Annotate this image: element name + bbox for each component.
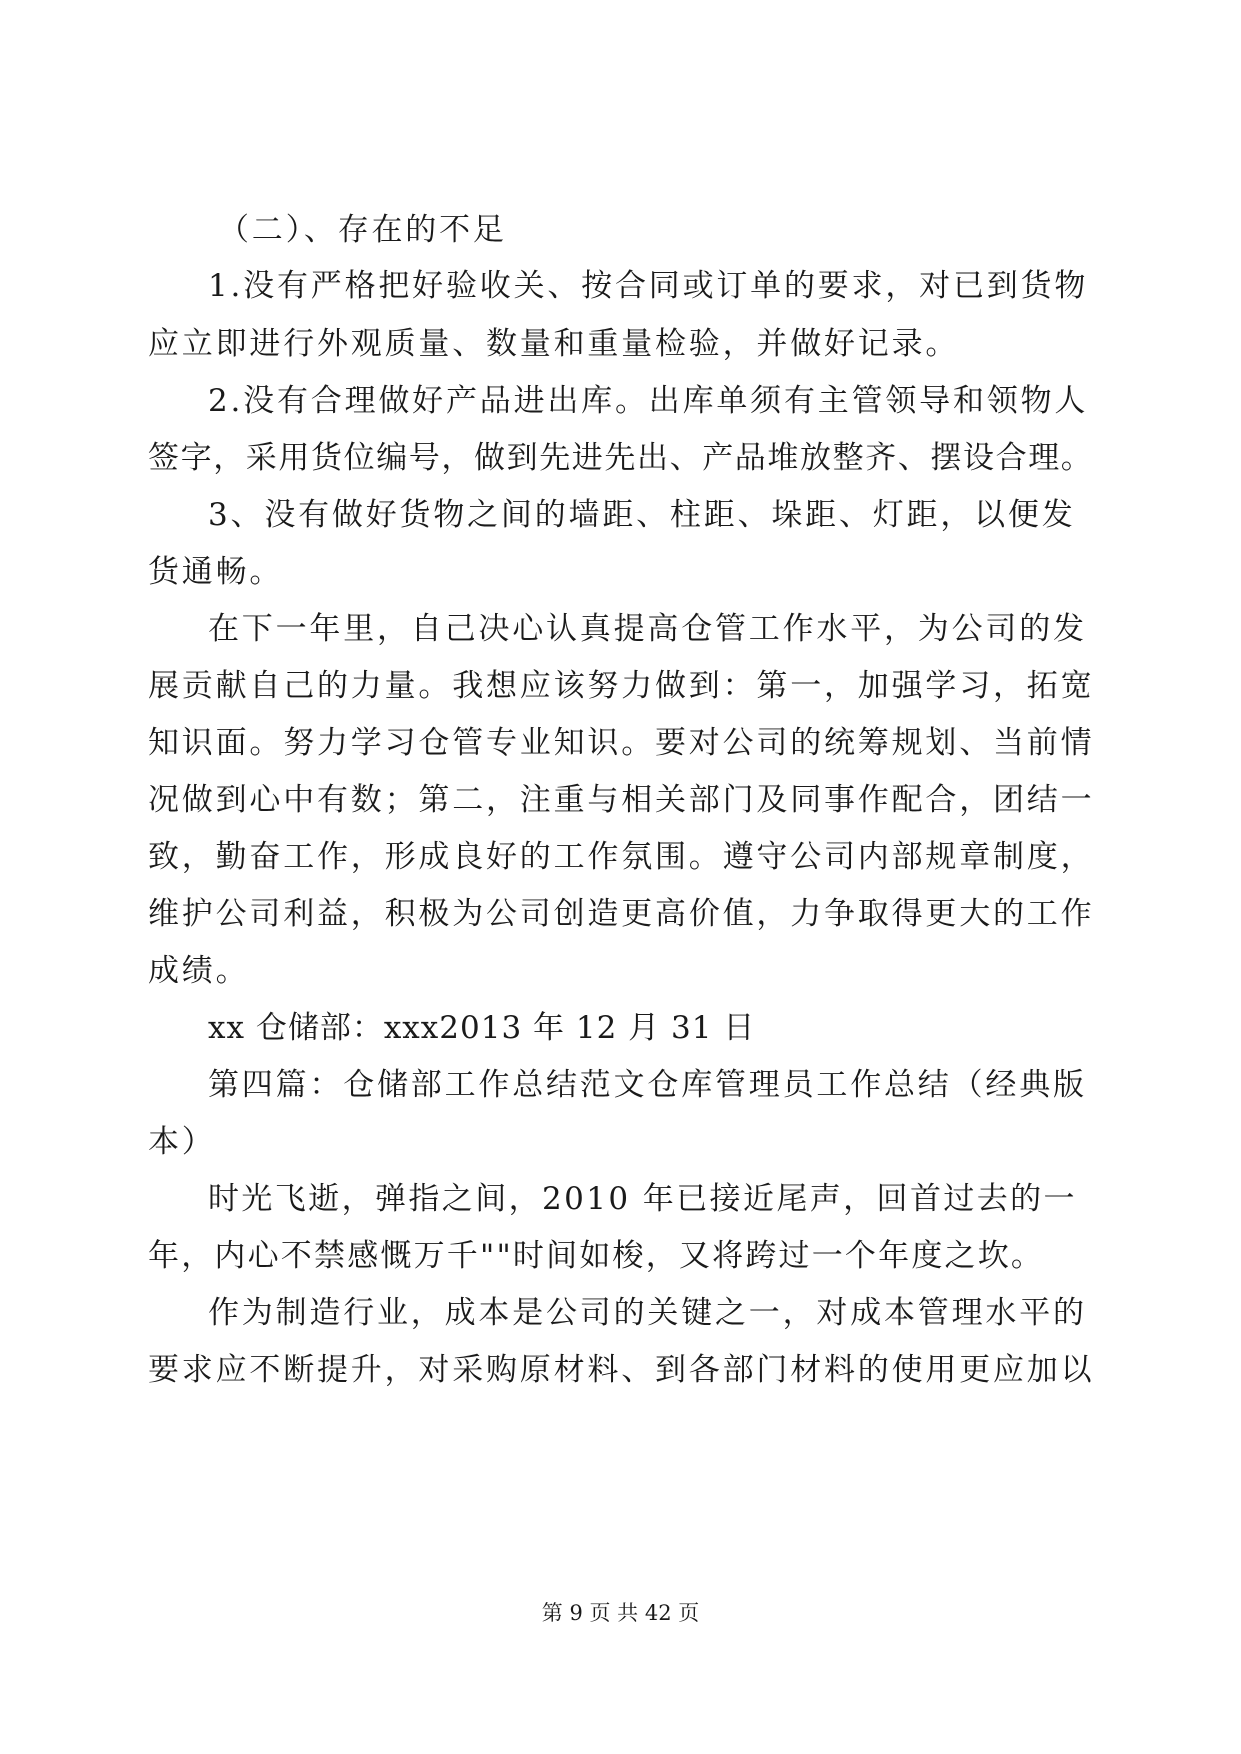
page-number-footer: 第 9 页 共 42 页 <box>541 1601 700 1625</box>
paragraph-line: 应立即进行外观质量、数量和重量检验，并做好记录。 <box>148 326 960 362</box>
paragraph-line: 成绩。 <box>148 953 250 989</box>
signature-line: xx 仓储部：xxx2013 年 12 月 31 日 <box>208 1010 756 1046</box>
section-title-continued: 本） <box>148 1124 216 1160</box>
paragraph-line: 况做到心中有数；第二，注重与相关部门及同事作配合，团结一 <box>148 782 1095 818</box>
paragraph-line: 货通畅。 <box>148 554 284 590</box>
paragraph-line: 展贡献自己的力量。我想应该努力做到：第一，加强学习，拓宽 <box>148 668 1095 704</box>
paragraph-line: 在下一年里，自己决心认真提高仓管工作水平，为公司的发 <box>208 611 1087 647</box>
paragraph-line: 时光飞逝，弹指之间，2010 年已接近尾声，回首过去的一 <box>208 1181 1077 1217</box>
paragraph-line: 致，勤奋工作，形成良好的工作氛围。遵守公司内部规章制度， <box>148 839 1095 875</box>
section-heading: （二）、存在的不足 <box>218 212 507 248</box>
paragraph-line: 作为制造行业，成本是公司的关键之一，对成本管理水平的 <box>208 1295 1087 1331</box>
paragraph-line: 知识面。努力学习仓管专业知识。要对公司的统筹规划、当前情 <box>148 725 1095 761</box>
paragraph-line: 维护公司利益，积极为公司创造更高价值，力争取得更大的工作 <box>148 896 1095 932</box>
paragraph-line: 3、没有做好货物之间的墙距、柱距、垛距、灯距，以便发 <box>208 497 1076 533</box>
paragraph-line: 要求应不断提升，对采购原材料、到各部门材料的使用更应加以 <box>148 1352 1095 1388</box>
paragraph-line: 年，内心不禁感慨万千""时间如梭，又将跨过一个年度之坎。 <box>148 1238 1045 1274</box>
section-title: 第四篇：仓储部工作总结范文仓库管理员工作总结（经典版 <box>208 1067 1087 1103</box>
paragraph-line: 签字，采用货位编号，做到先进先出、产品堆放整齐、摆设合理。 <box>148 440 1094 476</box>
paragraph-line: 1.没有严格把好验收关、按合同或订单的要求，对已到货物 <box>208 268 1089 304</box>
paragraph-line: 2.没有合理做好产品进出库。出库单须有主管领导和领物人 <box>208 383 1089 419</box>
